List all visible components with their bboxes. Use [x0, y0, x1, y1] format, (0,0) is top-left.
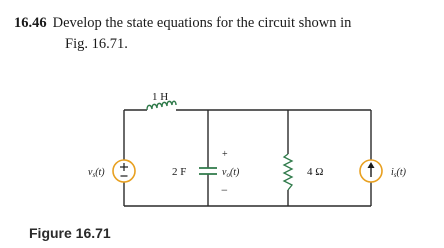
inductor-label: 1 H	[152, 91, 169, 103]
current-source	[360, 160, 382, 182]
voltage-source-label: $v_s(t)$	[88, 167, 105, 179]
voltage-source	[113, 160, 135, 182]
figure-caption: Figure 16.71	[29, 225, 111, 241]
problem-number: 16.46	[14, 15, 47, 31]
current-source-label: $i_s(t)$	[391, 167, 406, 179]
capacitor-label: 2 F	[172, 166, 187, 178]
problem-text-line1: Develop the state equations for the circuit shown in	[52, 15, 352, 31]
capacitor-minus-sign: −	[221, 183, 228, 197]
resistor-zigzag	[284, 154, 292, 190]
problem-text-line2: Fig. 16.71.	[65, 36, 128, 52]
capacitor-plus-sign: +	[222, 149, 228, 160]
resistor-label: 4 Ω	[307, 166, 324, 178]
capacitor-voltage-label: $v_o(t)$	[222, 167, 240, 179]
